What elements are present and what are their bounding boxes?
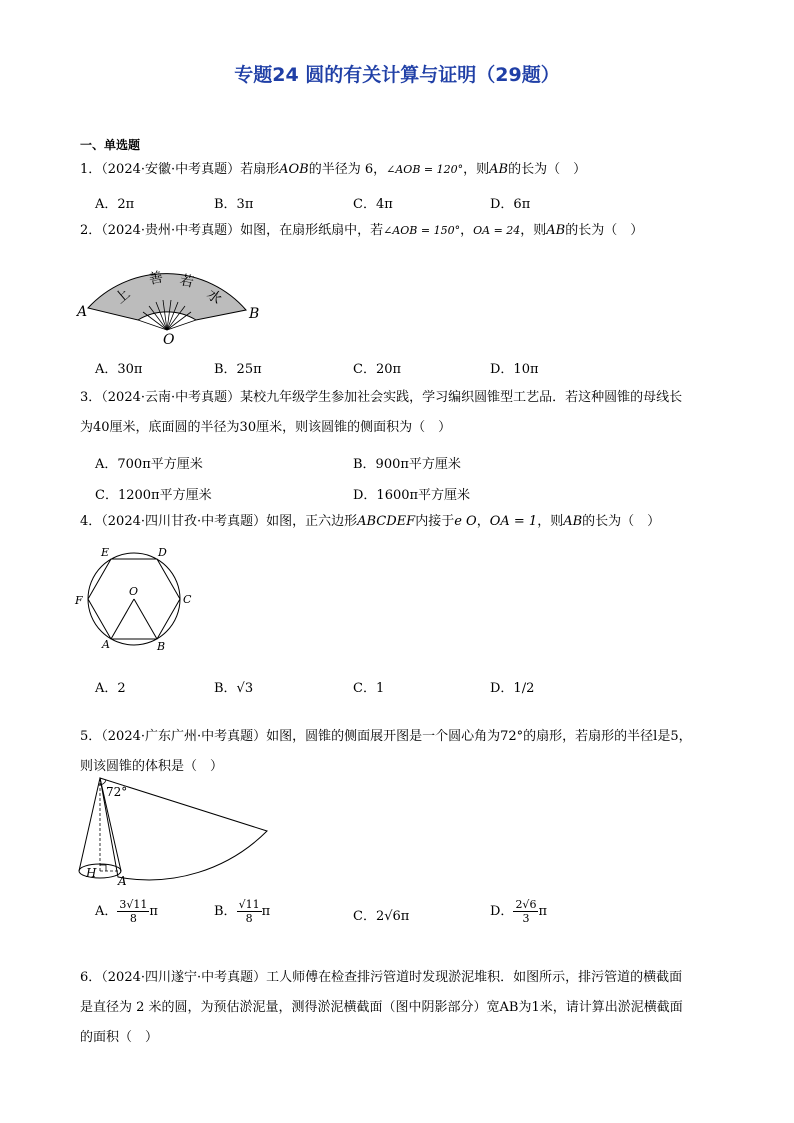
q5-option-a[interactable]: A． $\frac{3√11}{8}$ π: [95, 898, 158, 925]
hex-label-o: O: [129, 585, 139, 598]
q3-option-c[interactable]: C．1200π平方厘米: [95, 488, 212, 503]
q5-option-d[interactable]: D． $\frac{2√6}{3}$ π: [490, 898, 547, 925]
q4-hexagon-name: ABCDEF: [357, 514, 416, 529]
q1-angle: ∠AOB = 120°: [386, 163, 464, 176]
q5-option-b[interactable]: B． $\frac{√11}{8}$ π: [214, 898, 271, 925]
q2-option-d[interactable]: D．10π: [490, 362, 539, 377]
q3-option-d[interactable]: D．1600π平方厘米: [353, 488, 471, 503]
fan-label-a: A: [77, 304, 88, 320]
q3-option-a[interactable]: A．700π平方厘米: [95, 457, 203, 472]
fan-char-4: 水: [203, 286, 225, 308]
q4-ab: AB: [563, 514, 583, 529]
q3-line-2: 为40厘米，底面圆的半径为30厘米，则该圆锥的侧面积为（ ）: [80, 420, 452, 435]
q1-prefix: 1．（2024·安徽·中考真题）若扇形: [80, 162, 280, 177]
question-2: [80, 216, 720, 246]
q3-option-b[interactable]: B．900π平方厘米: [353, 457, 461, 472]
q2-option-c[interactable]: C．20π: [353, 362, 402, 377]
fan-figure: [75, 248, 270, 348]
hex-label-c: C: [183, 593, 192, 606]
hex-label-e: E: [101, 546, 110, 559]
q3-line-1: 3．（2024·云南·中考真题）某校九年级学生参加社会实践，学习编织圆锥型工艺品．若这种圆锥的母线长: [80, 390, 683, 405]
hex-label-b: B: [157, 640, 166, 653]
q1-mid: 的半径为 6，: [308, 162, 387, 177]
fan-char-3: 若: [178, 272, 196, 291]
q4-option-a[interactable]: A．2: [95, 681, 126, 696]
question-3: [80, 383, 720, 443]
page-title: 专题24 圆的有关计算与证明（29题）: [234, 64, 560, 86]
q4-option-d[interactable]: D．1/2: [490, 681, 535, 696]
angle-label: 72°: [106, 785, 128, 799]
q2-mid: ，: [460, 223, 474, 238]
q6-line-3: 的面积（ ）: [80, 1030, 159, 1045]
q2-mid2: ，则: [520, 223, 547, 238]
section-heading: 一、单选题: [80, 138, 141, 152]
question-4: [80, 507, 720, 537]
q2-angle: ∠AOB = 150°: [383, 224, 461, 237]
right-angle-mark: [100, 865, 106, 871]
q6-line-2: 是直径为 2 米的圆，为预估淤泥量，测得淤泥横截面（图中阴影部分）宽AB为1米，请计算出淤泥横截面: [80, 1000, 683, 1015]
q5-option-c[interactable]: C．2√6π: [353, 909, 410, 924]
question-1: [80, 155, 720, 185]
q1-option-d[interactable]: D．6π: [490, 197, 531, 212]
cone-figure: [70, 773, 275, 888]
fan-label-b: B: [249, 306, 260, 322]
fan-label-o: O: [163, 332, 175, 348]
fan-char-2: 善: [147, 269, 165, 288]
q1-option-a[interactable]: A．2π: [95, 197, 135, 212]
q4-circle-name: e O: [454, 514, 477, 529]
q5-line-1: 5．（2024·广东广州·中考真题）如图，圆锥的侧面展开图是一个圆心角为72°的扇形，若扇形的半径l是5，: [80, 729, 692, 744]
hexagon-figure: [72, 543, 197, 655]
q4-mid2: ，: [476, 514, 490, 529]
q1-sector-name: AOB: [279, 162, 309, 177]
q2-option-b[interactable]: B．25π: [214, 362, 262, 377]
q4-suffix: 的长为（ ）: [582, 514, 661, 529]
fan-char-1: 上: [112, 285, 134, 308]
q6-line-1: 6．（2024·四川遂宁·中考真题）工人师傅在检查排污管道时发现淤泥堆积．如图所示，排污管道的横截面: [80, 970, 683, 985]
cone-label-h: H: [86, 866, 97, 880]
q4-mid: 内接于: [415, 514, 455, 529]
q4-option-c[interactable]: C．1: [353, 681, 385, 696]
q4-prefix: 4．（2024·四川甘孜·中考真题）如图，正六边形: [80, 514, 358, 529]
hex-label-a: A: [102, 638, 110, 651]
q4-mid3: ，则: [537, 514, 564, 529]
q1-option-b[interactable]: B．3π: [214, 197, 254, 212]
segment-ob: [134, 599, 157, 639]
q2-oa: OA = 24: [473, 224, 521, 237]
hex-label-f: F: [75, 594, 83, 607]
q4-oa: OA = 1: [489, 514, 538, 529]
q2-arc: AB: [546, 223, 566, 238]
q2-suffix: 的长为（ ）: [565, 223, 644, 238]
cone-label-a: A: [118, 874, 127, 888]
q2-option-a[interactable]: A．30π: [95, 362, 143, 377]
question-6: [80, 963, 720, 1053]
q5-line-2: 则该圆锥的体积是（ ）: [80, 759, 224, 774]
segment-oa: [111, 599, 134, 639]
q1-mid2: ，则: [463, 162, 490, 177]
q1-arc: AB: [489, 162, 509, 177]
q4-option-b[interactable]: B．√3: [214, 681, 254, 696]
q1-suffix: 的长为（ ）: [508, 162, 587, 177]
cone-left-edge: [79, 778, 100, 871]
q1-option-c[interactable]: C．4π: [353, 197, 393, 212]
q2-prefix: 2．（2024·贵州·中考真题）如图，在扇形纸扇中，若: [80, 223, 384, 238]
hex-label-d: D: [158, 546, 167, 559]
